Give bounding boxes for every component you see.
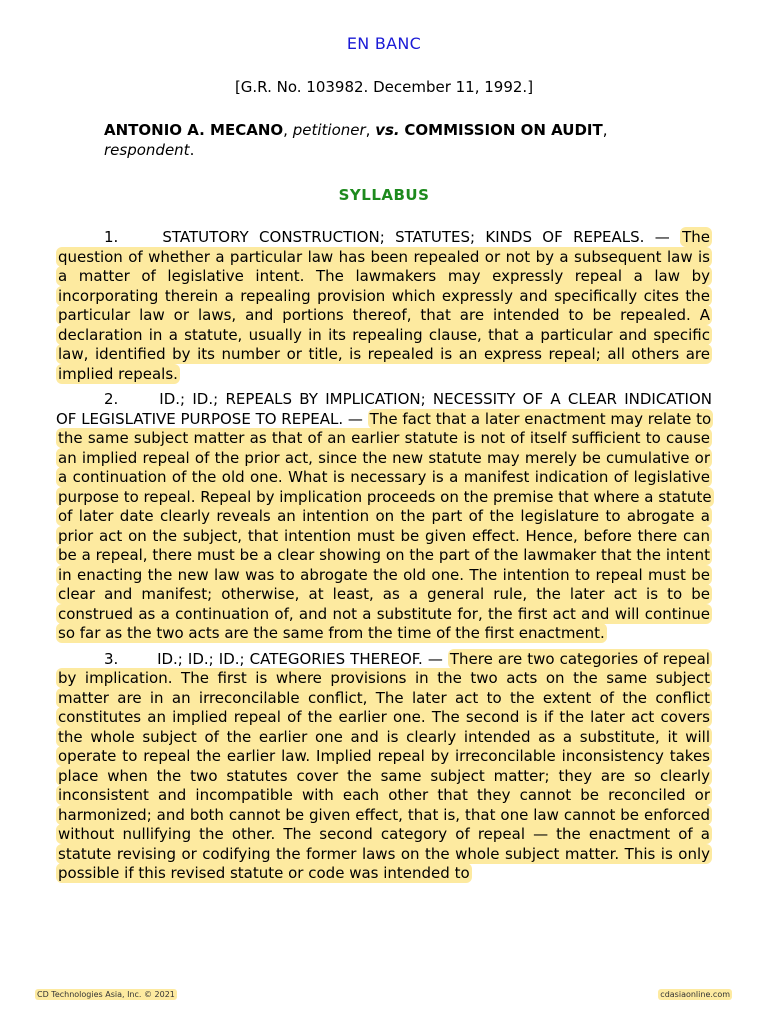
- paragraph-heading: STATUTORY CONSTRUCTION; STATUTES; KINDS OF REPEALS. —: [162, 228, 670, 246]
- syllabus-paragraph-3: [56, 650, 712, 884]
- footer-site-link[interactable]: cdasiaonline.com: [660, 990, 730, 999]
- paragraph-number: 3.: [104, 649, 119, 668]
- period: .: [189, 141, 195, 159]
- comma: ,: [365, 121, 376, 139]
- paragraph-number: 2.: [104, 390, 119, 408]
- comma: ,: [283, 121, 293, 139]
- respondent-role: respondent: [104, 141, 190, 159]
- petitioner-role: petitioner: [292, 121, 366, 139]
- case-parties: [104, 120, 724, 160]
- versus: vs.: [375, 121, 400, 139]
- paragraph-heading: ID.; ID.; ID.; CATEGORIES THEREOF. —: [157, 649, 443, 668]
- highlighted-text: The question of whether a particular law has been repealed or not by a subsequent law is a matter of legislative intent. The lawmakers may expressly repeal a law by incorporating therein a repealing provision which expressly and specifically cites the particular law or laws, and portions thereof, that are intended to be repealed. A declaration in a statute, usually in its repealing clause, that a particular and specific law, identified by its number or title, is repealed is an express repeal; all others are implied repeals.: [58, 228, 710, 383]
- highlighted-text: The fact that a later enactment may relate to the same subject matter as that of an earlier statute is not of itself sufficient to cause an implied repeal of the prior act, since the new statute may merely be cumulative or a continuation of the old one. What is necessary is a manifest indication of legislative purpose to repeal. Repeal by implication proceeds on the premise that where a statute of later date clearly reveals an intention on the part of the legislature to abrogate a prior act on the subject, that intention must be given effect. Hence, before there can be a repeal, there must be a clear showing on the part of the lawmaker that the intent in enacting the new law was to abrogate the old one. The intention to repeal must be clear and manifest; otherwise, at least, as a general rule, the later act is to be construed as a continuation of, and not a substitute for, the first act and will continue so far as the two acts are the same from the time of the first enactment.: [58, 409, 712, 642]
- paragraph-heading: ID.; ID.; REPEALS BY IMPLICATION; NECESSITY OF A CLEAR INDICATION OF LEGISLATIVE PURPOSE TO REPEAL. —: [56, 390, 712, 428]
- case-number: [G.R. No. 103982. December 11, 1992.]: [234, 78, 534, 96]
- highlighted-text: There are two categories of repeal by implication. The first is where provisions in the two acts on the same subject matter are in an irreconcilable conflict, The later act to the extent of the conflict constitutes an implied repeal of the earlier one. The second is if the later act covers the whole subject of the earlier one and is clearly intended as a substitute, it will operate to repeal the earlier law. Implied repeal by irreconcilable inconsistency takes place when the two statutes cover the same subject matter; they are so clearly inconsistent and incompatible with each other that they cannot be reconciled or harmonized; and both cannot be given effect, that is, that one law cannot be enforced without nullifying the other. The second category of repeal — the enactment of a statute revising or codifying the former laws on the whole subject matter. This is only possible if this revised statute or code was intended to: [58, 649, 710, 882]
- respondent-name: COMMISSION ON AUDIT: [404, 121, 603, 139]
- court-division: EN BANC: [346, 34, 422, 53]
- section-title-syllabus: SYLLABUS: [338, 186, 430, 204]
- syllabus-body: [56, 228, 712, 890]
- syllabus-paragraph-1: [56, 228, 712, 384]
- comma: ,: [602, 121, 608, 139]
- footer-copyright: CD Technologies Asia, Inc. © 2021: [37, 990, 175, 999]
- petitioner-name: ANTONIO A. MECANO: [104, 121, 284, 139]
- paragraph-number: 1.: [104, 228, 119, 246]
- syllabus-paragraph-2: [56, 390, 712, 644]
